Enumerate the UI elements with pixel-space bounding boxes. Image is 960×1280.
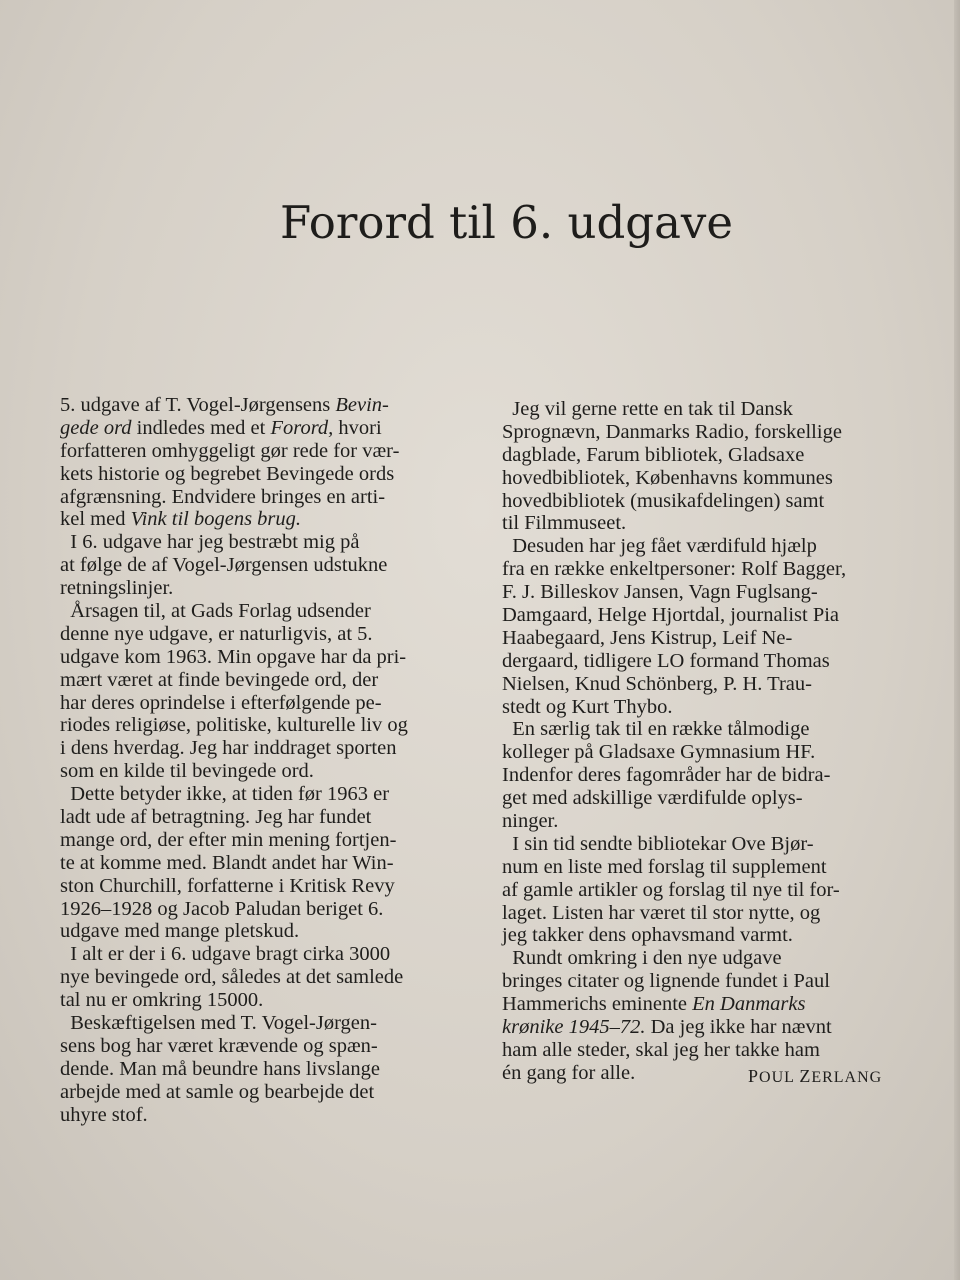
text-segment: riodes religiøse, politiske, kulturelle liv og [60, 714, 408, 737]
text-line [502, 993, 894, 1016]
text-segment: dergaard, tidligere LO formand Thomas [502, 649, 830, 672]
right-column [502, 398, 894, 1085]
text-line [60, 577, 472, 600]
text-segment: laget. Listen har været til stor nytte, og [502, 901, 821, 924]
text-line [60, 852, 472, 875]
text-segment: num en liste med forslag til supplement [502, 855, 827, 878]
text-line [60, 1012, 472, 1035]
text-segment: ninger. [502, 810, 559, 833]
text-segment: uhyre stof. [60, 1103, 148, 1126]
text-segment: I alt er der i 6. udgave bragt cirka 3000 [60, 943, 391, 966]
text-line [502, 535, 894, 558]
text-line [60, 1035, 472, 1058]
text-line [60, 989, 472, 1012]
text-segment: tal nu er omkring 15000. [60, 989, 264, 1012]
text-line [502, 673, 894, 696]
text-line [60, 463, 472, 486]
text-segment: fra en række enkeltpersoner: Rolf Bagger, [502, 558, 847, 581]
text-segment: kel med [60, 508, 131, 531]
text-line [502, 604, 894, 627]
text-segment: dende. Man må beundre hans livslange [60, 1057, 380, 1080]
text-line [60, 440, 472, 463]
text-segment: Hammerichs eminente [502, 993, 693, 1016]
text-segment: én gang for alle. [502, 1061, 636, 1084]
text-line [502, 947, 894, 970]
text-segment: Dette betyder ikke, at tiden før 1963 er [60, 783, 390, 806]
text-line [502, 879, 894, 902]
italic-title-text: Forord, [270, 416, 334, 439]
text-segment: Jeg vil gerne rette en tak til Dansk [502, 398, 793, 420]
text-line [502, 741, 894, 764]
text-segment: Årsagen til, at Gads Forlag udsender [60, 600, 371, 623]
text-line [60, 1104, 472, 1127]
text-segment: kolleger på Gladsaxe Gymnasium HF. [502, 741, 816, 764]
text-line [60, 669, 472, 692]
text-segment: hovedbibliotek (musikafdelingen) samt [502, 489, 825, 512]
text-line [502, 696, 894, 719]
text-line [502, 558, 894, 581]
text-line [502, 902, 894, 925]
text-line [60, 600, 472, 623]
text-line [502, 1016, 894, 1039]
text-line [60, 1081, 472, 1104]
text-segment: te at komme med. Blandt andet har Win- [60, 851, 394, 874]
text-segment: Sprognævn, Danmarks Radio, forskellige [502, 420, 842, 443]
text-segment: afgrænsning. Endvidere bringes en arti- [60, 485, 386, 508]
left-column [60, 394, 472, 1127]
text-line [502, 924, 894, 947]
italic-title-text: Vink til bogens brug. [130, 508, 302, 531]
signature-initial: P [748, 1066, 760, 1086]
text-segment: I sin tid sendte bibliotekar Ove Bjør- [502, 832, 814, 855]
text-line [60, 875, 472, 898]
text-line [60, 783, 472, 806]
text-line [502, 833, 894, 856]
text-line [502, 970, 894, 993]
text-line [502, 490, 894, 513]
text-segment: hvori [333, 416, 382, 439]
text-line [502, 856, 894, 879]
italic-title-text: krønike 1945–72. [502, 1016, 646, 1039]
text-segment: har deres oprindelse i efterfølgende pe- [60, 691, 382, 714]
text-line [60, 692, 472, 715]
text-line [60, 486, 472, 509]
text-segment: hovedbibliotek, Københavns kommunes [502, 466, 833, 489]
text-segment: arbejde med at samle og bearbejde det [60, 1080, 375, 1103]
text-line [502, 764, 894, 787]
text-segment: sens bog har været krævende og spæn- [60, 1034, 378, 1057]
text-segment: retningslinjer. [60, 577, 174, 600]
text-line [502, 581, 894, 604]
text-segment: stedt og Kurt Thybo. [502, 695, 673, 718]
text-line [60, 554, 472, 577]
text-segment: indledes med et [131, 416, 271, 439]
text-segment: Haabegaard, Jens Kistrup, Leif Ne- [502, 626, 793, 649]
text-line [502, 512, 894, 535]
text-segment: udgave med mange pletskud. [60, 920, 300, 943]
text-segment: Damgaard, Helge Hjortdal, journalist Pia [502, 604, 840, 627]
text-segment: ladt ude af betragtning. Jeg har fundet [60, 806, 372, 829]
text-line [60, 714, 472, 737]
text-line [502, 1039, 894, 1062]
text-segment: 1926–1928 og Jacob Paludan beriget 6. [60, 897, 384, 920]
text-line [60, 920, 472, 943]
text-segment: Rundt omkring i den nye udgave [502, 947, 782, 970]
signature-text: POUL ZERLANG [748, 1066, 883, 1086]
text-segment: som en kilde til bevingede ord. [60, 760, 314, 783]
text-line [60, 646, 472, 669]
text-segment: F. J. Billeskov Jansen, Vagn Fuglsang- [502, 581, 818, 604]
text-line [502, 444, 894, 467]
text-line [502, 810, 894, 833]
text-line [502, 787, 894, 810]
text-segment: kets historie og begrebet Bevingede ords [60, 462, 395, 485]
text-segment: i dens hverdag. Jeg har inddraget sporten [60, 737, 397, 760]
text-line [60, 508, 472, 531]
text-segment: Da jeg ikke har nævnt [645, 1016, 832, 1039]
text-segment: ston Churchill, forfatterne i Kritisk Revy [60, 874, 395, 897]
text-line [502, 718, 894, 741]
text-line [60, 806, 472, 829]
text-segment: udgave kom 1963. Min opgave har da pri- [60, 645, 407, 668]
text-segment: I 6. udgave har jeg bestræbt mig på [60, 531, 360, 554]
text-segment: af gamle artikler og forslag til nye til for- [502, 878, 840, 901]
text-line [60, 1058, 472, 1081]
text-line [502, 398, 894, 421]
text-segment: Nielsen, Knud Schönberg, P. H. Trau- [502, 672, 812, 695]
text-segment: nye bevingede ord, således at det samlede [60, 966, 404, 989]
text-segment: ham alle steder, skal jeg her takke ham [502, 1038, 820, 1061]
text-segment: Indenfor deres fagområder har de bidra- [502, 764, 831, 787]
text-line [60, 531, 472, 554]
text-line [60, 898, 472, 921]
text-segment: mange ord, der efter min mening fortjen- [60, 828, 397, 851]
text-line [502, 650, 894, 673]
text-line [60, 829, 472, 852]
text-line [60, 737, 472, 760]
text-segment: at følge de af Vogel-Jørgensen udstukne [60, 554, 388, 577]
text-segment: En særlig tak til en række tålmodige [502, 718, 810, 741]
text-line [502, 467, 894, 490]
text-line [60, 760, 472, 783]
text-segment: bringes citater og lignende fundet i Paul [502, 970, 830, 993]
author-signature [748, 1066, 882, 1087]
text-segment: 5. udgave af T. Vogel-Jørgensens [60, 394, 336, 416]
text-segment: forfatteren omhyggeligt gør rede for vær- [60, 439, 400, 462]
text-line [60, 417, 472, 440]
text-segment: mært været at finde bevingede ord, der [60, 668, 379, 691]
text-line [60, 394, 472, 417]
page-title: Forord til 6. udgave [280, 196, 733, 249]
italic-title-text: En Danmarks [692, 993, 806, 1016]
text-segment: Desuden har jeg fået værdifuld hjælp [502, 535, 817, 558]
text-segment: jeg takker dens ophavsmand varmt. [502, 924, 793, 947]
signature-initial: Z [799, 1066, 812, 1086]
text-line [502, 421, 894, 444]
text-line [60, 966, 472, 989]
text-segment: get med adskillige værdifulde oplys- [502, 787, 803, 810]
text-segment: til Filmmuseet. [502, 512, 627, 535]
text-segment: denne nye udgave, er naturligvis, at 5. [60, 622, 373, 645]
text-line [502, 627, 894, 650]
text-segment: Beskæftigelsen med T. Vogel-Jørgen- [60, 1012, 377, 1035]
italic-title-text: Bevin- [335, 394, 389, 416]
page-edge [954, 0, 960, 1280]
italic-title-text: gede ord [60, 416, 132, 439]
text-line [60, 623, 472, 646]
text-line [60, 943, 472, 966]
text-segment: dagblade, Farum bibliotek, Gladsaxe [502, 443, 805, 466]
